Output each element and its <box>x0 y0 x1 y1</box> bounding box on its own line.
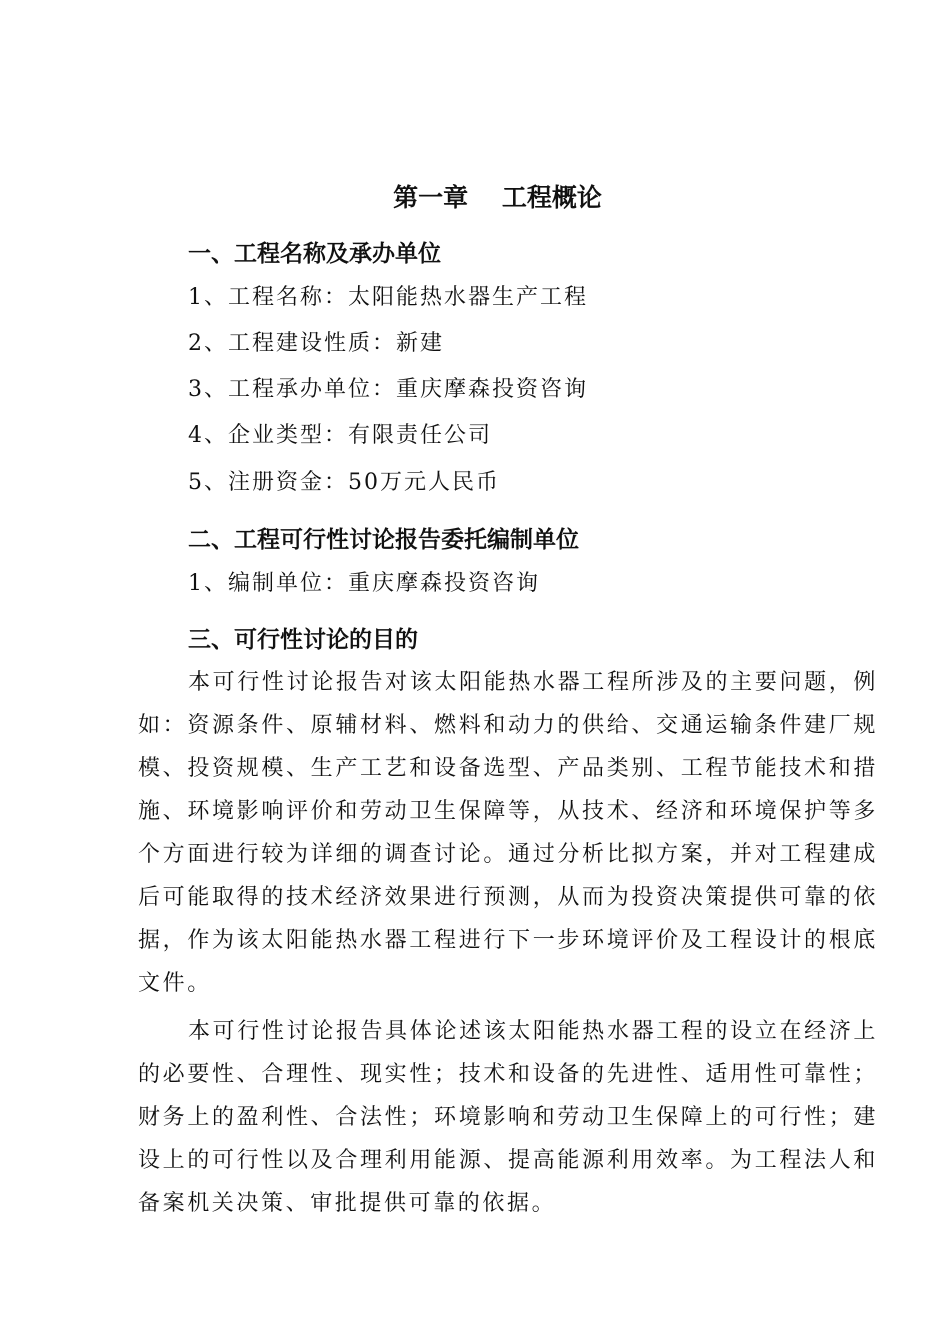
list-item: 3、工程承办单位：重庆摩森投资咨询 <box>188 377 588 402</box>
list-item: 1、工程名称：太阳能热水器生产工程 <box>188 285 588 310</box>
body-paragraph: 本可行性讨论报告对该太阳能热水器工程所涉及的主要问题，例如：资源条件、原辅材料、燃料和动力的供给、交通运输条件建厂规模、投资规模、生产工艺和设备选型、产品类别、工程节能技术和措施、环境影响评价和劳动卫生保障等，从技术、经济和环境保护等多个方面进行较为详细的调查讨论。通过分析比拟方案，并对工程建成后可能取得的技术经济效果进行预测，从而为投资决策提供可靠的依据，作为该太阳能热水器工程进行下一步环境评价及工程设计的根底文件。 <box>138 670 878 996</box>
list-item: 4、企业类型：有限责任公司 <box>188 423 492 448</box>
list-item: 1、编制单位：重庆摩森投资咨询 <box>188 571 540 596</box>
section-heading-purpose: 三、可行性讨论的目的 <box>188 626 418 653</box>
list-item: 5、注册资金：50万元人民币 <box>188 470 500 495</box>
list-item: 2、工程建设性质：新建 <box>188 331 444 356</box>
section-heading-compiling-unit: 二、工程可行性讨论报告委托编制单位 <box>188 526 579 553</box>
section-heading-project-name: 一、工程名称及承办单位 <box>188 240 441 267</box>
body-paragraph: 本可行性讨论报告具体论述该太阳能热水器工程的设立在经济上的必要性、合理性、现实性；技术和设备的先进性、适用性可靠性；财务上的盈利性、合法性；环境影响和劳动卫生保障上的可行性；建设上的可行性以及合理利用能源、提高能源利用效率。为工程法人和备案机关决策、审批提供可靠的依据。 <box>138 1019 878 1216</box>
chapter-title: 第一章 工程概论 <box>393 183 602 212</box>
